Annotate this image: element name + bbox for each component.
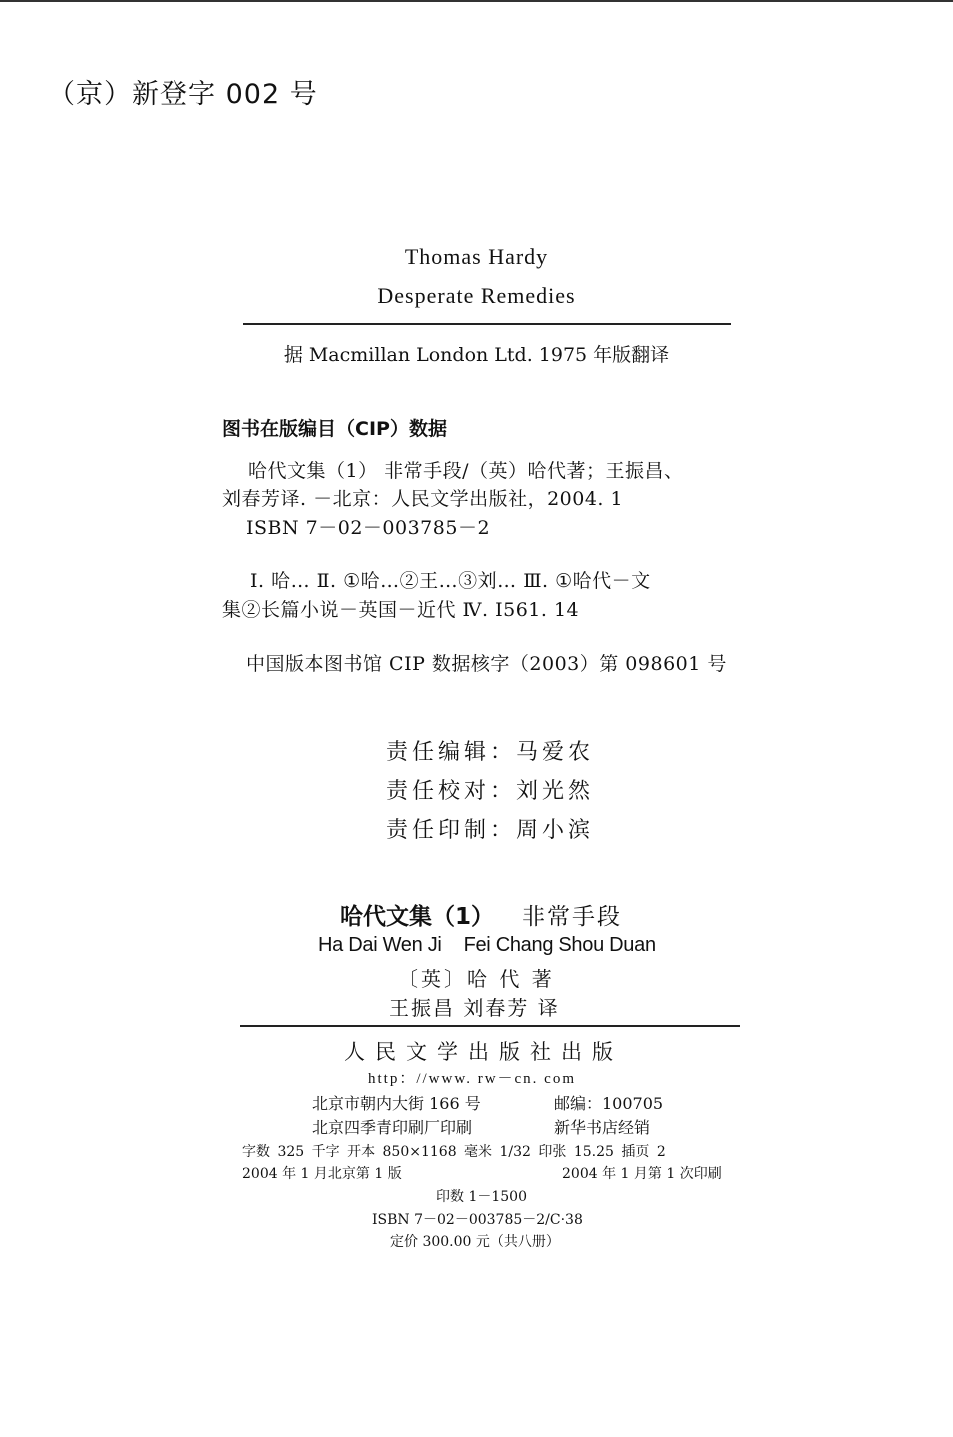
print-run: 印数 1－1500 [436,1189,527,1205]
translators-cn: 王振昌 刘春芳 译 [389,996,560,1020]
divider-rule [243,323,731,325]
responsible-proofreader: 责任校对：刘光然 [386,779,595,804]
publisher-url: http：//www. rw－cn. com [368,1071,577,1087]
series-title-cn: 哈代文集（1） [340,904,495,930]
printer: 北京四季青印刷厂印刷 [312,1118,473,1137]
publisher-address: 北京市朝内大街 166 号 [312,1094,481,1113]
postcode: 邮编：100705 [554,1094,664,1113]
cip-line: 哈代文集（1） 非常手段/（英）哈代著；王振昌、 [248,460,684,482]
cip-line: 刘春芳译. －北京：人民文学出版社，2004. 1 [222,488,624,510]
cip-verification: 中国版本图书馆 CIP 数据核字（2003）第 098601 号 [246,653,727,675]
cip-heading: 图书在版编目（CIP）数据 [222,418,447,440]
book-specs: 字数 325 千字 开本 850×1168 毫米 1/32 印张 15.25 插页 2 [242,1144,666,1160]
cip-line: Ⅰ. 哈… Ⅱ. ①哈…②王…③刘… Ⅲ. ①哈代－文 [250,570,651,592]
publisher: 人民文学出版社出版 [344,1040,623,1064]
volume-title-pinyin: Fei Chang Shou Duan [463,934,656,956]
original-title: Desperate Remedies [377,283,576,308]
registration-number: （京）新登字 002 号 [48,79,318,110]
imprint-divider-rule [240,1025,740,1027]
book-title-pinyin [318,934,656,957]
series-title-pinyin: Ha Dai Wen Ji [318,934,442,956]
printing-info: 2004 年 1 月第 1 次印刷 [562,1166,722,1182]
cip-line: ISBN 7－02－003785－2 [246,517,491,539]
responsible-printing: 责任印制：周小滨 [386,818,595,843]
translation-source: 据 Macmillan London Ltd. 1975 年版翻译 [283,344,670,366]
edition-info: 2004 年 1 月北京第 1 版 [242,1166,402,1182]
volume-title-cn: 非常手段 [522,904,623,930]
cip-line: 集②长篇小说－英国－近代 Ⅳ. I561. 14 [222,599,580,621]
original-author: Thomas Hardy [404,244,549,269]
author-cn: 〔英〕哈 代 著 [398,967,555,991]
distributor: 新华书店经销 [554,1118,651,1137]
book-title-cn [340,898,622,931]
price: 定价 300.00 元（共八册） [390,1234,560,1250]
top-border-line [0,0,953,2]
isbn-imprint: ISBN 7－02－003785－2/C·38 [372,1212,583,1228]
responsible-editor: 责任编辑：马爱农 [386,740,595,765]
